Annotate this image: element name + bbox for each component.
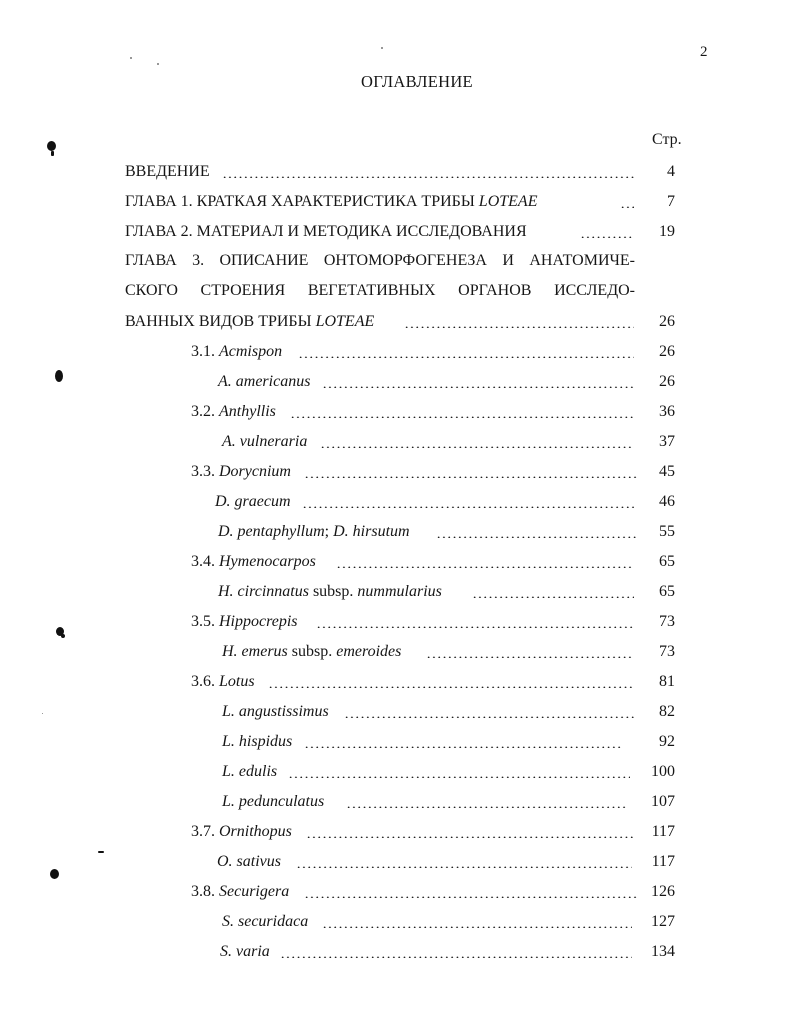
chapter3-line1: ГЛАВА 3. ОПИСАНИЕ ОНТОМОРФОГЕНЕЗА И АНАТОМИЧЕ- (125, 252, 635, 269)
toc-title: ОГЛАВЛЕНИЕ (361, 72, 473, 91)
toc-entry-label: 3.8. Securigera (191, 883, 290, 900)
toc-entry-label: 3.7. Ornithopus (191, 823, 292, 840)
toc-entry-label: ВВЕДЕНИЕ (125, 163, 210, 180)
dot-leader (304, 467, 638, 478)
toc-entry-page: 65 (659, 553, 675, 570)
toc-entry-page: 134 (651, 943, 675, 960)
dot-leader (222, 167, 634, 178)
toc-entry-label: D. graecum (215, 493, 291, 510)
toc-entry-page: 127 (651, 913, 675, 930)
toc-entry-page: 92 (659, 733, 675, 750)
toc-species (0, 757, 796, 787)
toc-species (0, 937, 796, 967)
toc-entry-page: 82 (659, 703, 675, 720)
dot-leader (298, 347, 634, 358)
toc-entry-page: 36 (659, 403, 675, 420)
dot-leader (322, 377, 634, 388)
toc-entry-label: L. hispidus (222, 733, 293, 750)
toc-subsection (0, 397, 796, 427)
toc-species (0, 577, 796, 607)
dot-leader (316, 617, 634, 628)
toc-entry-label: 3.4. Hymenocarpos (191, 553, 316, 570)
toc-entry-page: 65 (659, 583, 675, 600)
toc-subsection (0, 337, 796, 367)
toc-entry-label: ГЛАВА 1. КРАТКАЯ ХАРАКТЕРИСТИКА ТРИБЫ LOTEAE (125, 193, 538, 210)
toc-entry-page: 19 (659, 223, 675, 240)
dot-leader (288, 767, 630, 778)
toc-entry-label: 3.6. Lotus (191, 673, 255, 690)
scan-speck (42, 713, 43, 714)
toc-species (0, 907, 796, 937)
toc-entry-page: 26 (659, 343, 675, 360)
dot-leader (302, 497, 634, 508)
dot-leader (320, 437, 634, 448)
toc-entry-page: 117 (651, 823, 675, 840)
page-number: 2 (700, 44, 708, 60)
toc-entry-page: 117 (651, 853, 675, 870)
scan-speck (130, 57, 132, 59)
toc-entry-label: ВАННЫХ ВИДОВ ТРИБЫ LOTEAE (125, 313, 375, 330)
toc-entry-page: 100 (651, 763, 675, 780)
toc-entry-page: 73 (659, 613, 675, 630)
toc-entry-page: 45 (659, 463, 675, 480)
dot-leader (346, 797, 626, 808)
toc-entry-page: 81 (659, 673, 675, 690)
toc-entry (0, 157, 796, 187)
toc-subsection (0, 547, 796, 577)
toc-entry-page: 26 (659, 373, 675, 390)
scan-mark (50, 869, 59, 879)
toc-entry-page: 107 (651, 793, 675, 810)
toc-entry-label: L. pedunculatus (222, 793, 325, 810)
dot-leader (304, 887, 638, 898)
toc-entry-label: O. sativus (217, 853, 281, 870)
toc-entry (0, 217, 796, 247)
dot-leader (268, 677, 634, 688)
scan-mark (47, 141, 56, 151)
scan-mark (61, 634, 65, 638)
scan-mark (51, 151, 54, 156)
toc-entry-label: L. edulis (222, 763, 278, 780)
scan-mark (98, 851, 104, 853)
toc-subsection (0, 667, 796, 697)
dot-leader (290, 407, 634, 418)
toc-entry-label: D. pentaphyllum; D. hirsutum (218, 523, 410, 540)
toc-species (0, 787, 796, 817)
toc-entry-page: 46 (659, 493, 675, 510)
toc-entry-label: H. emerus subsp. emeroides (222, 643, 402, 660)
dot-leader (344, 707, 634, 718)
toc-entry-label: S. varia (220, 943, 270, 960)
toc-entry-label: 3.5. Hippocrepis (191, 613, 298, 630)
toc-entry-page: 37 (659, 433, 675, 450)
dot-leader (404, 317, 634, 328)
dot-leader (306, 827, 634, 838)
toc-subsection (0, 877, 796, 907)
toc-species (0, 367, 796, 397)
dot-leader (426, 647, 634, 658)
toc-entry (0, 307, 796, 337)
dot-leader (472, 587, 634, 598)
toc-entry-page: 7 (667, 193, 675, 210)
toc-species (0, 517, 796, 547)
toc-entry-page: 126 (651, 883, 675, 900)
toc-entry-label: H. circinnatus subsp. nummularius (218, 583, 442, 600)
toc-entry-label: L. angustissimus (222, 703, 329, 720)
dot-leader (436, 527, 636, 538)
toc-species (0, 637, 796, 667)
dot-leader (322, 917, 632, 928)
toc-subsection (0, 457, 796, 487)
toc-subsection (0, 817, 796, 847)
dot-leader (620, 197, 634, 208)
toc-entry-page: 55 (659, 523, 675, 540)
toc-subsection (0, 607, 796, 637)
toc-species (0, 727, 796, 757)
chapter3-line2: СКОГО СТРОЕНИЯ ВЕГЕТАТИВНЫХ ОРГАНОВ ИССЛЕДО- (125, 282, 635, 299)
toc-species (0, 487, 796, 517)
toc-entry-label: 3.2. Anthyllis (191, 403, 276, 420)
dot-leader (304, 737, 622, 748)
toc-entry-page: 73 (659, 643, 675, 660)
toc-entry-label: ГЛАВА 2. МАТЕРИАЛ И МЕТОДИКА ИССЛЕДОВАНИЯ (125, 223, 527, 240)
toc-entry-label: A. vulneraria (222, 433, 308, 450)
toc-entry-label: 3.3. Dorycnium (191, 463, 291, 480)
page-column-label: Стр. (652, 131, 682, 148)
toc-entry-label: S. securidaca (222, 913, 309, 930)
toc-entry (0, 187, 796, 217)
toc-species (0, 697, 796, 727)
scan-speck (381, 47, 383, 49)
dot-leader (296, 857, 632, 868)
toc-species (0, 847, 796, 877)
scan-speck (157, 63, 159, 65)
toc-entry-page: 26 (659, 313, 675, 330)
toc-entry-page: 4 (667, 163, 675, 180)
dot-leader (336, 557, 634, 568)
toc-entry-label: 3.1. Acmispon (191, 343, 283, 360)
dot-leader (280, 947, 632, 958)
toc-species (0, 427, 796, 457)
scan-mark (55, 370, 63, 382)
toc-entry-label: A. americanus (218, 373, 311, 390)
dot-leader (580, 227, 634, 238)
